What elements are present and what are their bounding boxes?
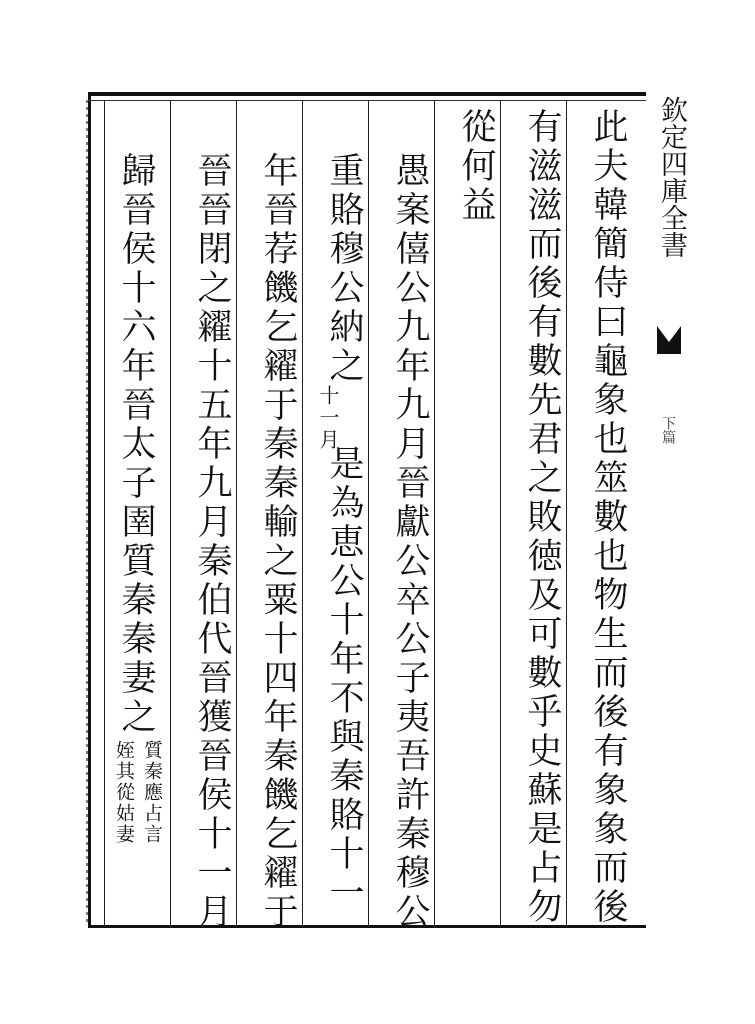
annotation-line-b: 姪其從姑妻	[113, 740, 135, 845]
text-column-2: 有滋滋而後有數先君之敗徳及可數乎史蘇是占勿	[522, 108, 562, 927]
margin-book-title: 欽定四庫全書	[656, 96, 687, 258]
margin-section-label: 下篇	[660, 416, 676, 444]
scan-edge	[86, 100, 89, 925]
text-column-6: 年晉荐饑乞糴于秦秦輸之粟十四年秦饑乞糴于	[258, 152, 298, 932]
column-rule	[302, 100, 303, 926]
column-rule	[104, 100, 105, 926]
text-column-7: 晉晉閉之糴十五年九月秦伯代晉獲晉侯十一月	[192, 152, 232, 932]
text-column-8: 歸晉侯十六年晉太子圉質秦秦妻之	[116, 152, 156, 737]
column-rule	[236, 100, 237, 926]
column-rule	[434, 100, 435, 926]
column-rule	[566, 100, 567, 926]
text-column-5: 重賂穆公納之	[324, 152, 364, 386]
text-column-5b: 是為恵公十年不與秦賂十一	[324, 445, 364, 913]
text-column-3: 從何益	[456, 108, 496, 225]
fish-tail-mark-icon	[655, 320, 683, 360]
page-border	[88, 92, 646, 928]
column-rule	[170, 100, 171, 926]
top-rule	[88, 100, 646, 101]
note-month: 十一月	[316, 385, 340, 451]
text-column-1: 此夫韓簡侍曰龜象也筮數也物生而後有象象而後	[588, 108, 628, 927]
column-rule	[368, 100, 369, 926]
annotation-line-a: 質秦應占言	[141, 740, 163, 845]
text-column-4: 愚案僖公九年九月晉獻公卒公子夷吾許秦穆公	[390, 152, 430, 932]
column-rule	[500, 100, 501, 926]
